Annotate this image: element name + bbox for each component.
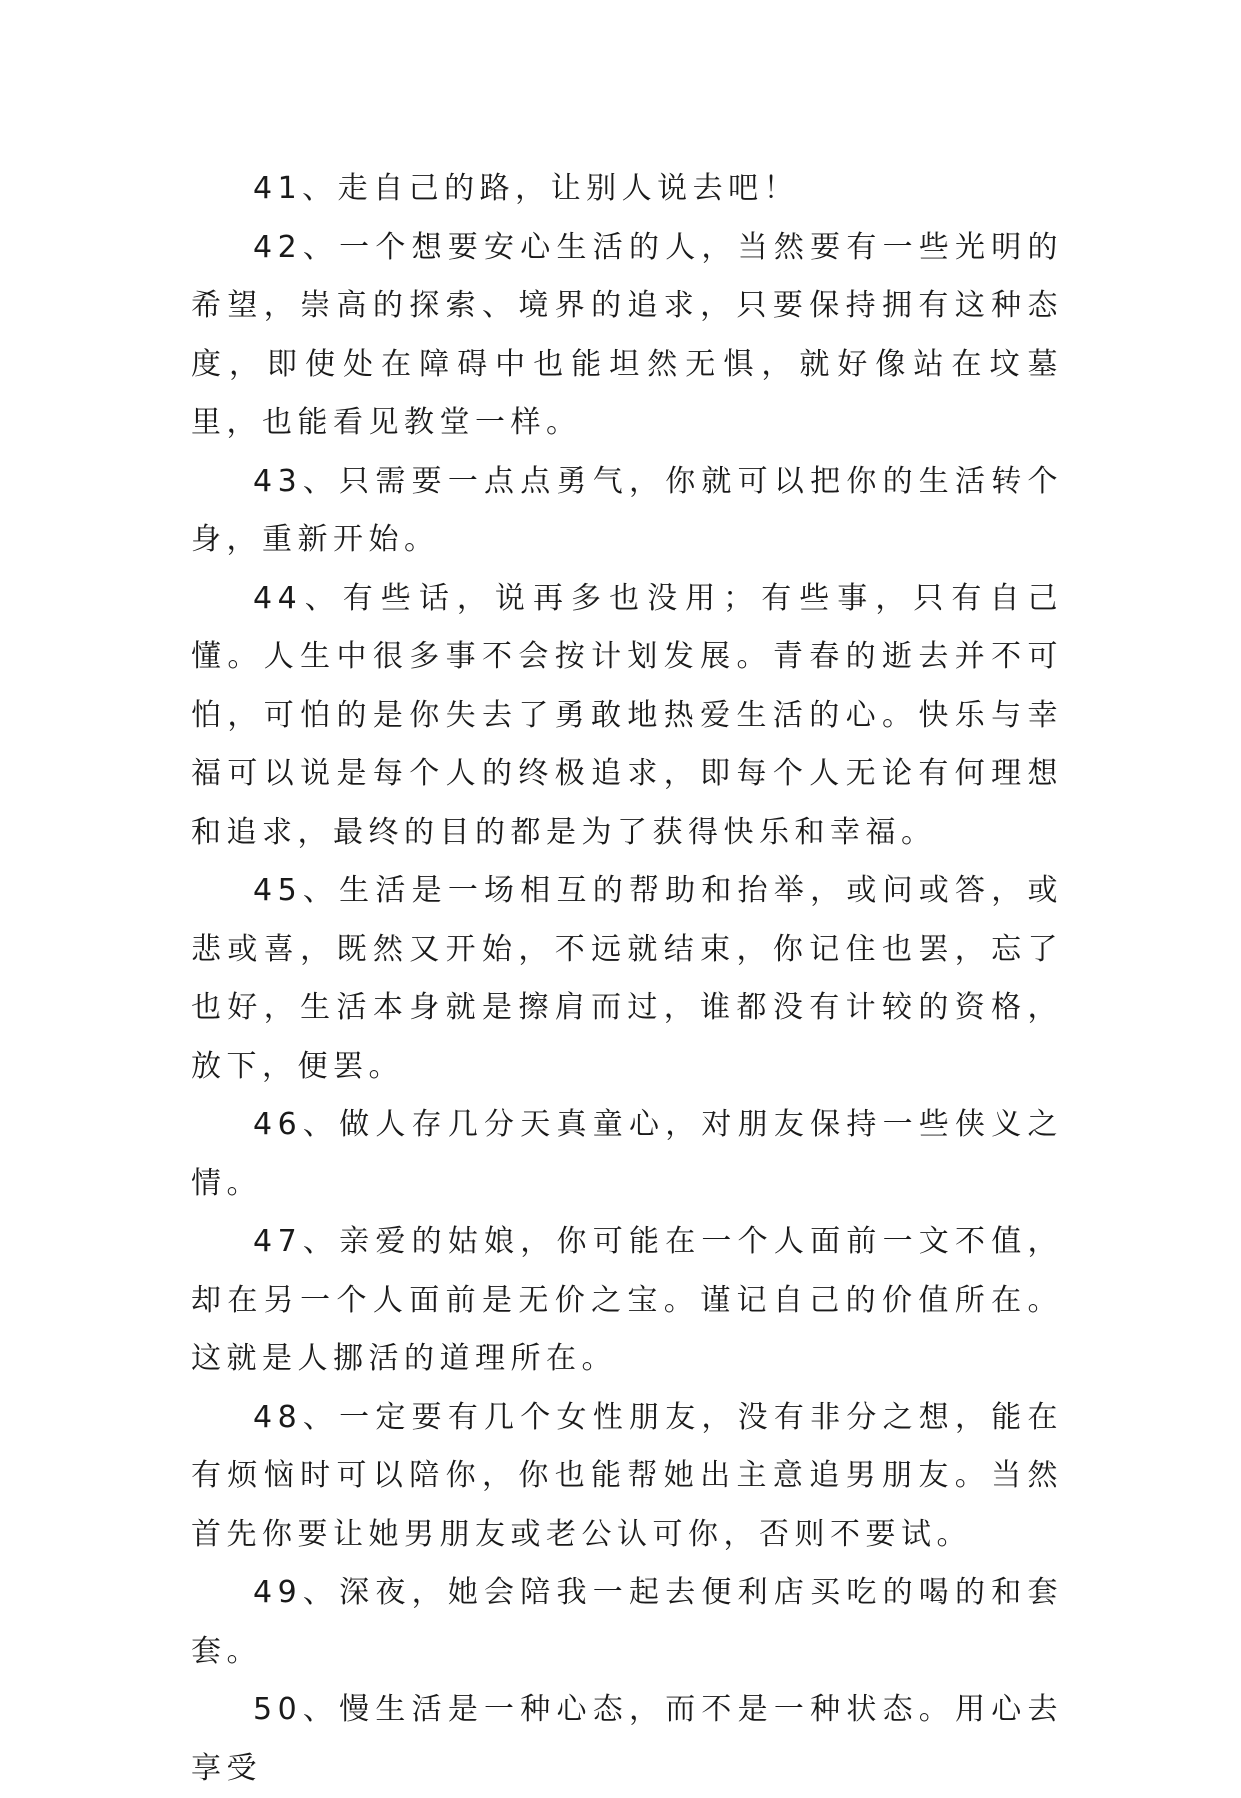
paragraph-42: 42、一个想要安心生活的人，当然要有一些光明的希望，崇高的探索、境界的追求，只要保持拥有这种态度，即使处在障碍中也能坦然无惧，就好像站在坟墓里，也能看见教堂一样。 xyxy=(191,229,1063,440)
paragraph-41: 41、走自己的路，让别人说去吧！ xyxy=(253,171,800,206)
document-body xyxy=(191,160,1063,1798)
paragraph-46: 46、做人存几分天真童心，对朋友保持一些侠义之情。 xyxy=(191,1107,1063,1201)
paragraph-45: 45、生活是一场相互的帮助和抬举，或问或答，或悲或喜，既然又开始，不远就结束，你记住也罢，忘了也好，生活本身就是擦肩而过，谁都没有计较的资格，放下，便罢。 xyxy=(191,873,1063,1084)
paragraph-50: 50、慢生活是一种心态，而不是一种状态。用心去享受 xyxy=(191,1692,1063,1786)
paragraph-47: 47、亲爱的姑娘，你可能在一个人面前一文不值，却在另一个人面前是无价之宝。谨记自己的价值所在。这就是人挪活的道理所在。 xyxy=(191,1224,1063,1376)
paragraph-48: 48、一定要有几个女性朋友，没有非分之想，能在有烦恼时可以陪你，你也能帮她出主意追男朋友。当然首先你要让她男朋友或老公认可你，否则不要试。 xyxy=(191,1399,1063,1552)
paragraph-43: 43、只需要一点点勇气，你就可以把你的生活转个身，重新开始。 xyxy=(191,463,1063,557)
paragraph-49: 49、深夜，她会陪我一起去便利店买吃的喝的和套套。 xyxy=(191,1575,1063,1669)
paragraph-44: 44、有些话，说再多也没用；有些事，只有自己懂。人生中很多事不会按计划发展。青春的逝去并不可怕，可怕的是你失去了勇敢地热爱生活的心。快乐与幸福可以说是每个人的终极追求，即每个人无论有何理想和追求，最终的目的都是为了获得快乐和幸福。 xyxy=(191,580,1063,850)
